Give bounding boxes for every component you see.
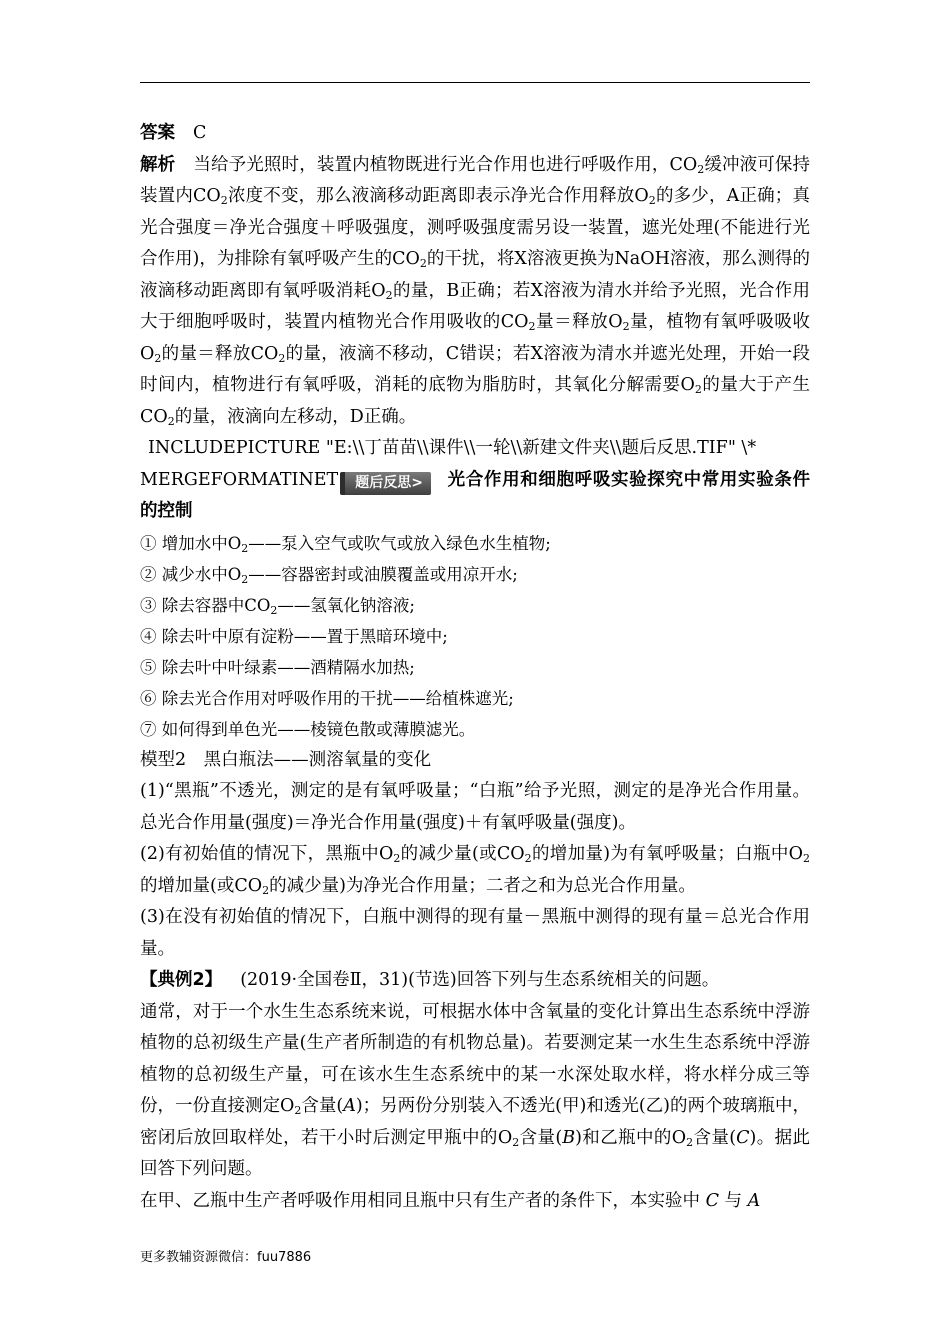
example-paragraph-2: 在甲、乙瓶中生产者呼吸作用相同且瓶中只有生产者的条件下，本实验中 C 与 A bbox=[140, 1190, 761, 1211]
list-item: ⑥ 除去光合作用对呼吸作用的干扰——给植株遮光; bbox=[140, 688, 514, 708]
model-point-1: (1)“黑瓶”不透光，测定的是有氧呼吸量；“白瓶”给予光照，测定的是净光合作用量。总光合作用量(强度)＝净光合作用量(强度)＋有氧呼吸量(强度)。 bbox=[140, 781, 810, 833]
footer-note: 更多教辅资源微信：fuu7886 bbox=[140, 1250, 312, 1265]
list-item: ⑦ 如何得到单色光——棱镜色散或薄膜滤光。 bbox=[140, 719, 476, 739]
answer-line bbox=[140, 118, 810, 150]
model-point-3: (3)在没有初始值的情况下，白瓶中测得的现有量－黑瓶中测得的现有量＝总光合作用量。 bbox=[140, 907, 810, 959]
answer-label: 答案 bbox=[140, 123, 175, 143]
list-item: ⑤ 除去叶中叶绿素——酒精隔水加热; bbox=[140, 657, 415, 677]
include-field-line bbox=[140, 433, 810, 465]
example-label: 【典例2】 bbox=[140, 970, 223, 990]
model-point-2: (2)有初始值的情况下，黑瓶中$O_2$的减少量(或$CO_2$的增加量)为有氧呼吸量；白瓶中$O_2$的增加量(或$CO_2$的减少量)为净光合作用量；二者之和为总光合作用量。 bbox=[140, 844, 810, 897]
list-item: ③ 除去容器中$CO_2——$氢氧化钠溶液; bbox=[140, 595, 415, 617]
reflection-badge: 题后反思> bbox=[340, 472, 431, 495]
reflection-heading-line bbox=[140, 465, 810, 528]
header-rule bbox=[140, 82, 810, 83]
list-item: ② 减少水中$O_2——$容器密封或油膜覆盖或用凉开水; bbox=[140, 564, 518, 586]
answer-value: C bbox=[193, 123, 207, 143]
control-conditions-list bbox=[140, 528, 810, 745]
merge-format-code: MERGEFORMATINET bbox=[140, 469, 339, 490]
document-body bbox=[140, 118, 810, 1217]
reflection-heading: 光合作用和细胞呼吸实验探究中常用实验条件的控制 bbox=[140, 469, 810, 521]
analysis-label: 解析 bbox=[140, 154, 176, 175]
model-title: 模型2 黑白瓶法——测溶氧量的变化 bbox=[140, 749, 432, 770]
list-item: ④ 除去叶中原有淀粉——置于黑暗环境中; bbox=[140, 626, 448, 646]
include-field-code: INCLUDEPICTURE "E:\\丁苗苗\\课件\\一轮\\新建文件夹\\题后反思.TIF" \* bbox=[148, 438, 757, 458]
list-item: ① 增加水中$O_2——$泵入空气或吹气或放入绿色水生植物; bbox=[140, 533, 551, 555]
example-source: (2019·全国卷Ⅱ，31)(节选)回答下列与生态系统相关的问题。 bbox=[240, 970, 720, 990]
example-paragraph-1: 通常，对于一个水生生态系统来说，可根据水体中含氧量的变化计算出生态系统中浮游植物的总初级生产量(生产者所制造的有机物总量)。若要测定某一水生生态系统中浮游植物的总初级生产量，可在该水生生态系统中的某一水深处取水样，将水样分成三等份，一份直接测定$O_2$含量(A)；另两份分别装入不透光(甲)和透光(乙)的两个玻璃瓶中，密闭后放回取样处，若干小时后测定甲瓶中的$O_2$含量(B)和乙瓶中的$O_2$含量(C)。据此回答下列问题。 bbox=[140, 1001, 811, 1179]
example-header bbox=[140, 965, 810, 997]
analysis-paragraph: 解析 当给予光照时，装置内植物既进行光合作用也进行呼吸作用，$CO_2$缓冲液可保持装置内$CO_2$浓度不变，那么液滴移动距离即表示净光合作用释放$O_2$的多少，A正确；真光合强度＝净光合强度＋呼吸强度，测呼吸强度需另设一装置，遮光处理(不能进行光合作用)，为排除有氧呼吸产生的$CO_2$的干扰，将X溶液更换为NaOH溶液，那么测得的液滴移动距离即有氧呼吸消耗$O_2$的量，B正确；若X溶液为清水并给予光照，光合作用大于细胞呼吸时，装置内植物光合作用吸收的$CO_2$量＝释放$O_2$量，植物有氧呼吸吸收$O_2$的量＝释放$CO_2$的量，液滴不移动，C错误；若X溶液为清水并遮光处理，开始一段时间内，植物进行有氧呼吸，消耗的底物为脂肪时，其氧化分解需要$O_2$的量大于产生$CO_2$的量，液滴向左移动，D正确。 bbox=[140, 154, 810, 428]
